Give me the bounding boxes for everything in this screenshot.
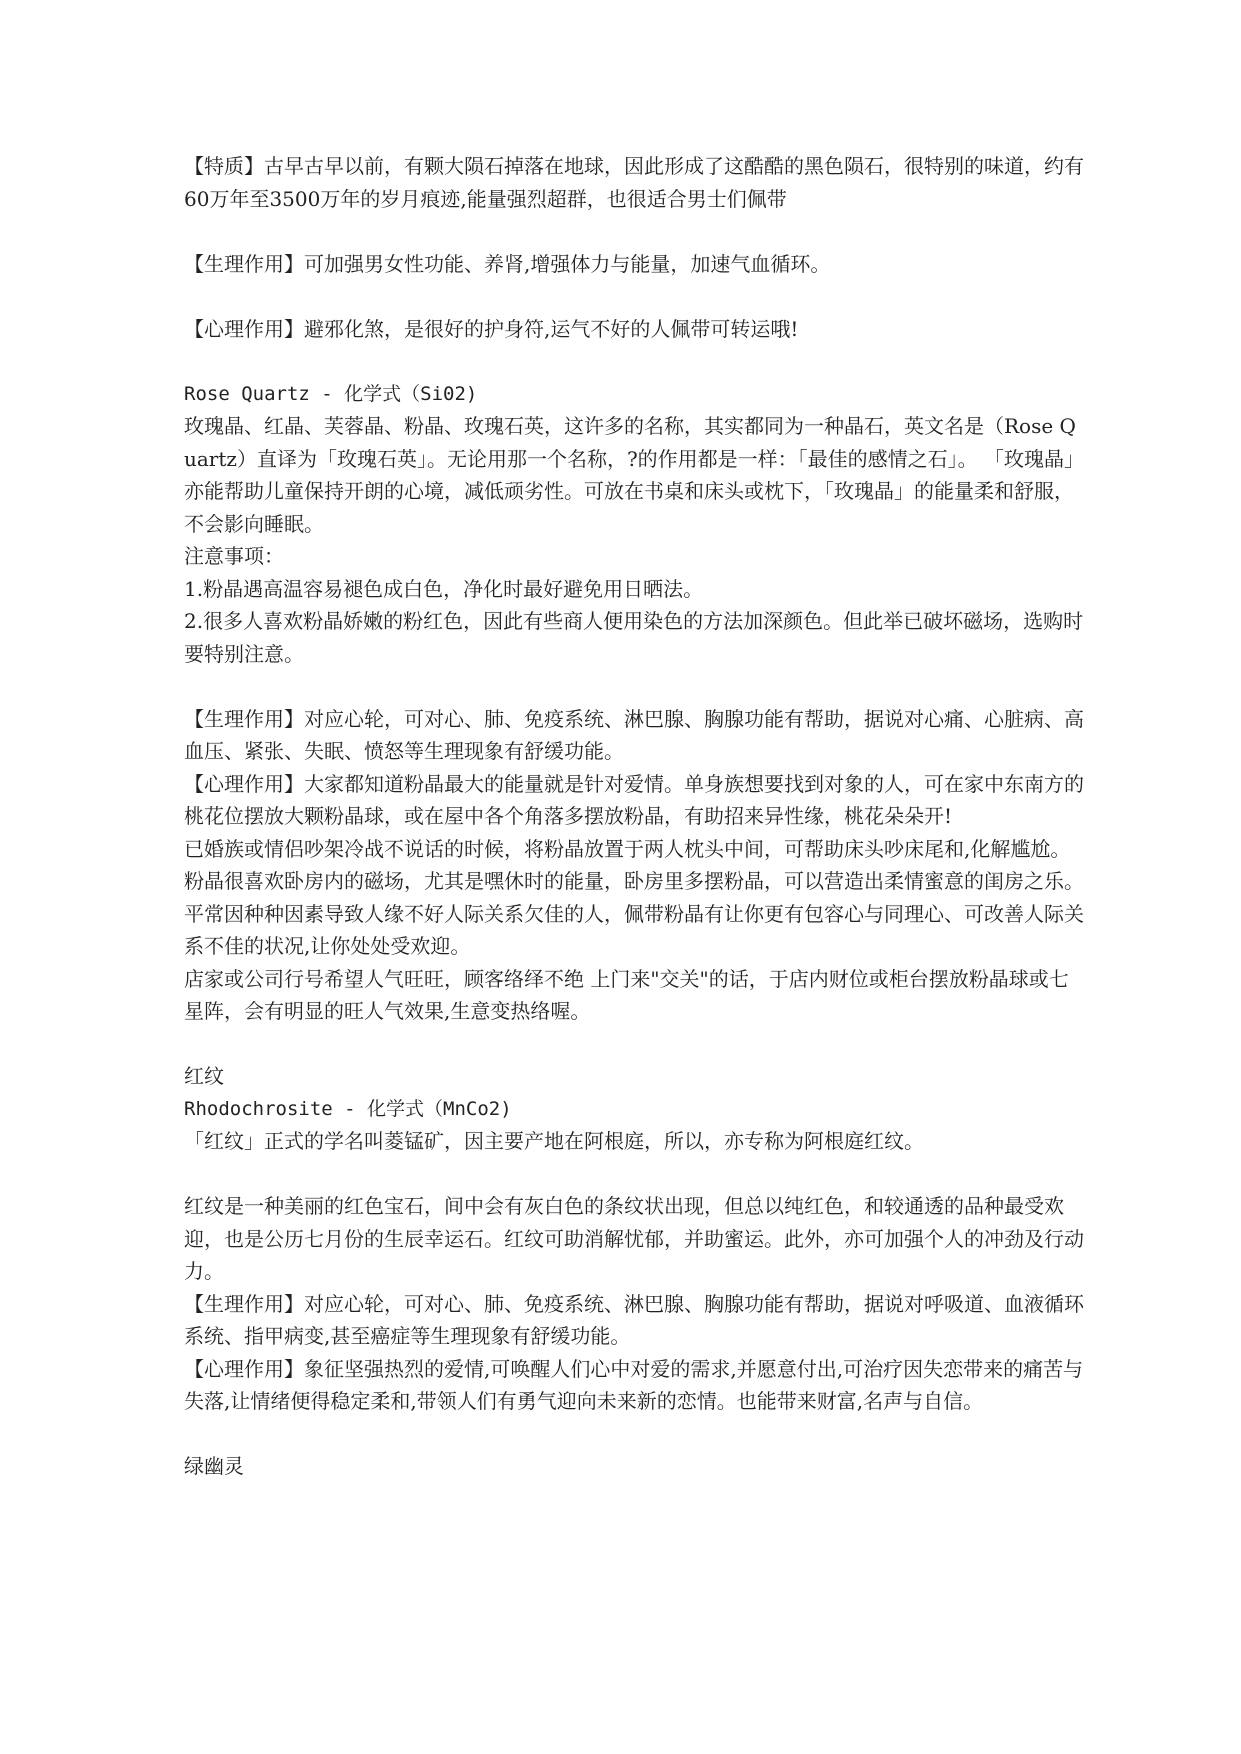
blank-line [184, 1418, 1084, 1451]
document-body [184, 150, 1084, 1483]
paragraph-rose-quartz-physiological: 【生理作用】对应心轮，可对心、肺、免疫系统、淋巴腺、胸腺功能有帮助，据说对心痛、心脏病、高血压、紧张、失眠、愤怒等生理现象有舒缓功能。 [184, 706, 1084, 763]
heading-rhodochrosite: Rhodochrosite - 化学式（MnCo2) [184, 1097, 512, 1120]
paragraph-note-2: 2.很多人喜欢粉晶娇嫩的粉红色，因此有些商人便用染色的方法加深颜色。但此举已破坏磁场，选购时要特别注意。 [184, 609, 1084, 666]
blank-line [184, 1158, 1084, 1191]
paragraph-rhodochrosite-physiological: 【生理作用】对应心轮，可对心、肺、免疫系统、淋巴腺、胸腺功能有帮助，据说对呼吸道、血液循环系统、指甲病变,甚至癌症等生理现象有舒缓功能。 [184, 1291, 1084, 1348]
paragraph-rose-quartz-business: 店家或公司行号希望人气旺旺，顾客络绎不绝 上门来"交关"的话，于店内财位或柜台摆放粉晶球或七星阵，会有明显的旺人气效果,生意变热络喔。 [184, 966, 1069, 1023]
heading-rhodochrosite-cn: 红纹 [184, 1064, 224, 1088]
blank-line [184, 280, 1084, 313]
paragraph-rhodochrosite-psychological: 【心理作用】象征坚强热烈的爱情,可唤醒人们心中对爱的需求,并愿意付出,可治疗因失恋带来的痛苦与失落,让情绪便得稳定柔和,带领人们有勇气迎向未来新的恋情。也能带来财富,名声与自信。 [184, 1356, 1084, 1413]
paragraph-rose-quartz-psychological: 【心理作用】大家都知道粉晶最大的能量就是针对爱情。单身族想要找到对象的人，可在家中东南方的桃花位摆放大颗粉晶球，或在屋中各个角落多摆放粉晶，有助招来异性缘，桃花朵朵开! [184, 771, 1084, 828]
paragraph-rhodochrosite-intro: 红纹是一种美丽的红色宝石，间中会有灰白色的条纹状出现，但总以纯红色，和较通透的品种最受欢迎，也是公历七月份的生辰幸运石。红纹可助消解忧郁，并助蜜运。此外，亦可加强个人的冲劲及行动力。 [184, 1194, 1084, 1283]
heading-green-phantom: 绿幽灵 [184, 1454, 244, 1478]
paragraph-rose-quartz-married: 已婚族或情侣吵架冷战不说话的时候，将粉晶放置于两人枕头中间，可帮助床头吵床尾和,化解尴尬。粉晶很喜欢卧房内的磁场，尤其是嘿休时的能量，卧房里多摆粉晶，可以营造出柔情蜜意的闺房之乐。 [184, 836, 1084, 893]
paragraph-rose-quartz-intro: 玫瑰晶、红晶、芙蓉晶、粉晶、玫瑰石英，这许多的名称，其实都同为一种晶石，英文名是（Rose Quartz）直译为「玫瑰石英」。无论用那一个名称，?的作用都是一样：「最佳的感情之石」。 「玫瑰晶」亦能帮助儿童保持开朗的心境，减低顽劣性。可放在书桌和床头或枕下，「玫瑰晶」的能量柔和舒服，不会影向睡眠。 [184, 414, 1076, 536]
paragraph-notes-heading: 注意事项： [184, 544, 284, 568]
paragraph-note-1: 1.粉晶遇高温容易褪色成白色，净化时最好避免用日晒法。 [184, 576, 704, 601]
blank-line [184, 1028, 1084, 1061]
paragraph-rhodochrosite-name: 「红纹」正式的学名叫菱锰矿，因主要产地在阿根庭，所以，亦专称为阿根庭红纹。 [184, 1129, 924, 1153]
paragraph-meteorite-physiological: 【生理作用】可加强男女性功能、养肾,增强体力与能量，加速气血循环。 [184, 251, 831, 276]
paragraph-meteorite-psychological: 【心理作用】避邪化煞，是很好的护身符,运气不好的人佩带可转运哦! [184, 316, 799, 341]
paragraph-rose-quartz-relations: 平常因种种因素导致人缘不好人际关系欠佳的人，佩带粉晶有让你更有包容心与同理心、可改善人际关系不佳的状况,让你处处受欢迎。 [184, 901, 1084, 958]
blank-line [184, 345, 1084, 378]
heading-rose-quartz: Rose Quartz - 化学式（Si02) [184, 382, 478, 405]
blank-line [184, 215, 1084, 248]
paragraph-meteorite-traits: 【特质】古早古早以前，有颗大陨石掉落在地球，因此形成了这酷酷的黑色陨石，很特别的味道，约有60万年至3500万年的岁月痕迹,能量强烈超群，也很适合男士们佩带 [184, 154, 1084, 211]
blank-line [184, 670, 1084, 703]
